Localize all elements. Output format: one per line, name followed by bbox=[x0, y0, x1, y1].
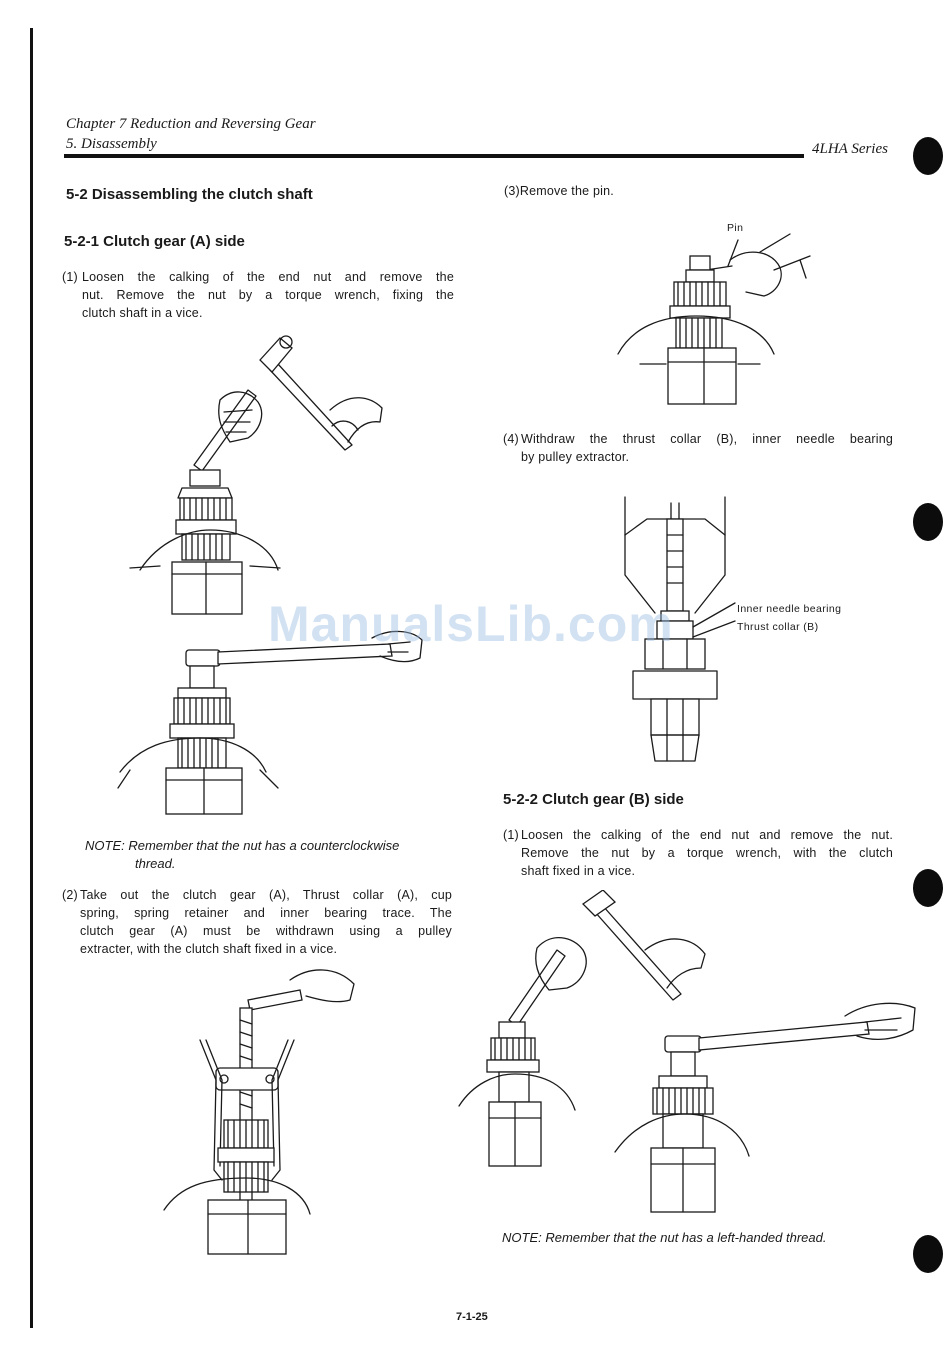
step-1-text bbox=[82, 268, 454, 322]
heading-5-2-2: 5-2-2 Clutch gear (B) side bbox=[503, 791, 684, 808]
step-2-line: spring, spring retainer and inner bearing trace. The bbox=[80, 906, 452, 920]
step-1-number: (1) bbox=[62, 270, 78, 284]
step-3-number: (3) bbox=[504, 184, 520, 198]
series-label: 4LHA Series bbox=[812, 141, 888, 157]
binder-hole bbox=[913, 503, 943, 541]
inner-needle-bearing-label: Inner needle bearing bbox=[737, 603, 842, 615]
margin-rule bbox=[30, 28, 33, 1328]
heading-5-2-1: 5-2-1 Clutch gear (A) side bbox=[64, 233, 245, 250]
step-4-line: Withdraw the thrust collar (B), inner needle bearing bbox=[521, 432, 893, 446]
section-title: 5. Disassembly bbox=[66, 136, 157, 152]
note-1-line bbox=[85, 837, 475, 855]
binder-hole bbox=[913, 1235, 943, 1273]
binder-hole bbox=[913, 137, 943, 175]
note-2 bbox=[502, 1229, 826, 1247]
note-2-text: Remember that the nut has a left-handed thread. bbox=[545, 1230, 827, 1245]
step-5-line: shaft fixed in a vice. bbox=[521, 864, 636, 878]
chapter-title: Chapter 7 Reduction and Reversing Gear bbox=[66, 116, 316, 132]
step-5-number: (1) bbox=[503, 828, 519, 842]
step-5-line: Remove the nut by a torque wrench, with the clutch bbox=[521, 846, 893, 860]
figure-pulley-extractor-a bbox=[160, 960, 370, 1260]
step-4-text bbox=[521, 430, 893, 466]
step-5-line: Loosen the calking of the end nut and remove the nut. bbox=[521, 828, 893, 842]
pin-label: Pin bbox=[727, 222, 744, 234]
step-4-line: by pulley extractor. bbox=[521, 450, 630, 464]
page-number: 7-1-25 bbox=[456, 1311, 488, 1323]
thrust-collar-b-label: Thrust collar (B) bbox=[737, 621, 819, 633]
note-1 bbox=[85, 837, 475, 873]
step-4-number: (4) bbox=[503, 432, 519, 446]
figure-clutch-gear-b-tools bbox=[455, 890, 920, 1220]
step-2-line: extracter, with the clutch shaft fixed in a vice. bbox=[80, 942, 338, 956]
step-1-line: nut. Remove the nut by a torque wrench, fixing the bbox=[82, 288, 454, 302]
note-1-prefix: NOTE: bbox=[85, 838, 125, 853]
step-1-line: Loosen the calking of the end nut and remove the bbox=[82, 270, 454, 284]
step-5-text bbox=[521, 826, 893, 880]
note-1-line-2: thread. bbox=[135, 856, 176, 871]
figure-hammer-on-shaft-a bbox=[120, 330, 390, 620]
step-3-text: Remove the pin. bbox=[519, 184, 614, 198]
step-2-number: (2) bbox=[62, 888, 78, 902]
step-2-line: clutch gear (A) must be withdrawn using a pulley bbox=[80, 924, 452, 938]
step-2-line: Take out the clutch gear (A), Thrust collar (A), cup bbox=[80, 888, 452, 902]
heading-5-2: 5-2 Disassembling the clutch shaft bbox=[66, 186, 313, 203]
step-1-line: clutch shaft in a vice. bbox=[82, 306, 203, 320]
header-rule bbox=[64, 154, 804, 158]
note-2-prefix: NOTE: bbox=[502, 1230, 542, 1245]
watermark: ManualsLib.com bbox=[268, 596, 674, 652]
step-2-text bbox=[80, 886, 452, 958]
note-1-text: Remember that the nut has a counterclockwise bbox=[128, 838, 400, 853]
step-3 bbox=[504, 182, 614, 200]
figure-remove-pin bbox=[610, 230, 820, 410]
